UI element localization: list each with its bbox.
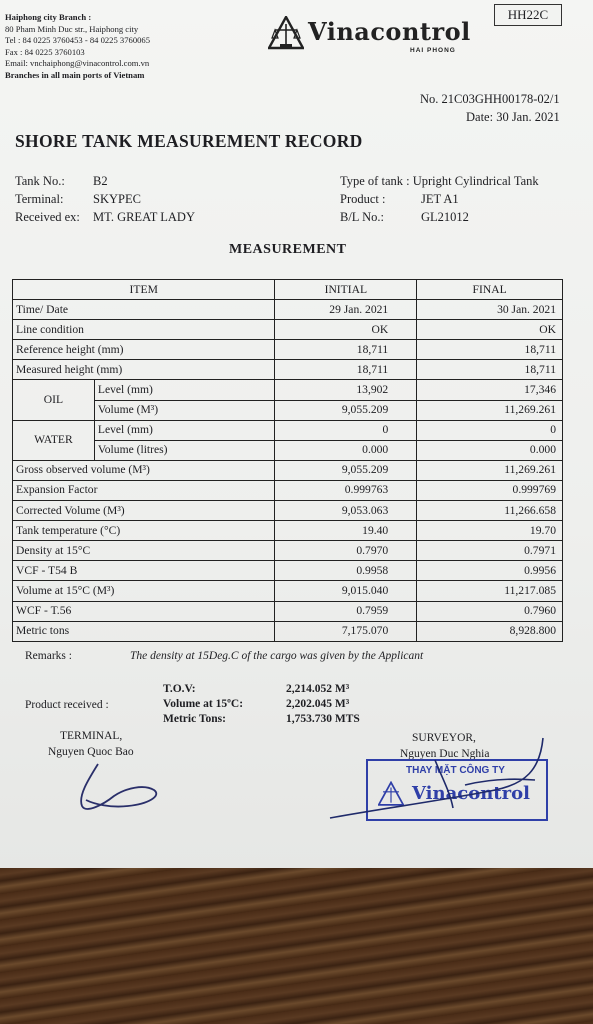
table-row xyxy=(13,521,563,541)
tov-value: 2,214.052 M³ xyxy=(286,683,350,695)
initial-value: 9,015.040 xyxy=(275,581,417,601)
row-label: VCF - T54 B xyxy=(13,561,275,581)
volume-15c-label: Volume at 15ºC: xyxy=(163,698,244,710)
surveyor-name: Nguyen Duc Nghia xyxy=(400,748,490,760)
oil-group-label: OIL xyxy=(13,380,95,420)
initial-value: 29 Jan. 2021 xyxy=(275,300,417,320)
row-label: Gross observed volume (M³) xyxy=(13,460,275,480)
final-value: 0.7971 xyxy=(417,541,563,561)
final-value: 30 Jan. 2021 xyxy=(417,300,563,320)
column-header-final: FINAL xyxy=(417,280,563,300)
table-row xyxy=(13,320,563,340)
final-value: 11,217.085 xyxy=(417,581,563,601)
column-header-item: ITEM xyxy=(13,280,275,300)
stamp-line: THAY MẶT CÔNG TY xyxy=(406,765,505,776)
totals-labels xyxy=(163,682,243,727)
bl-no-label: B/L No.: xyxy=(340,210,384,224)
surveyor-title: SURVEYOR, xyxy=(412,732,476,744)
final-value: OK xyxy=(417,320,563,340)
terminal-title: TERMINAL, xyxy=(60,730,123,742)
final-value: 0 xyxy=(417,420,563,440)
final-value: 11,269.261 xyxy=(417,400,563,420)
table-row xyxy=(13,541,563,561)
water-group-label: WATER xyxy=(13,420,95,460)
initial-value: 0.7959 xyxy=(275,601,417,621)
wooden-table-background xyxy=(0,868,593,1024)
initial-value: 9,055.209 xyxy=(275,460,417,480)
row-label: Density at 15°C xyxy=(13,541,275,561)
volume-15c-value: 2,202.045 M³ xyxy=(286,698,350,710)
branch-line: Fax : 84 0225 3760103 xyxy=(5,46,85,57)
tank-type-label: Type of tank : xyxy=(340,174,410,188)
table-header-row xyxy=(13,280,563,300)
row-label: Level (mm) xyxy=(94,380,275,400)
row-label: Time/ Date xyxy=(13,300,275,320)
tank-no-value: B2 xyxy=(93,174,108,188)
received-ex-value: MT. GREAT LADY xyxy=(93,210,195,224)
terminal-signature xyxy=(70,758,165,818)
initial-value: OK xyxy=(275,320,417,340)
scales-logo-icon xyxy=(268,16,304,50)
page-title: SHORE TANK MEASUREMENT RECORD xyxy=(15,131,363,151)
info-labels-left xyxy=(15,172,80,226)
row-label: Volume (M³) xyxy=(94,400,275,420)
table-row xyxy=(13,440,563,460)
totals-values xyxy=(286,682,360,727)
table-row xyxy=(13,420,563,440)
table-row xyxy=(13,400,563,420)
product-value: JET A1 xyxy=(421,192,459,206)
branch-line: Tel : 84 0225 3760453 - 84 0225 3760065 xyxy=(5,35,151,46)
stamp-brand: Vinacontrol xyxy=(412,783,530,804)
tov-label: T.O.V: xyxy=(163,683,196,695)
measurement-heading: MEASUREMENT xyxy=(229,242,347,257)
metric-tons-value: 1,753.730 MTS xyxy=(286,713,360,725)
product-label: Product : xyxy=(340,192,386,206)
final-value: 8,928.800 xyxy=(417,621,563,641)
table-row xyxy=(13,460,563,480)
row-label: Reference height (mm) xyxy=(13,340,275,360)
column-header-initial: INITIAL xyxy=(275,280,417,300)
table-row xyxy=(13,501,563,521)
initial-value: 18,711 xyxy=(275,360,417,380)
received-ex-label: Received ex: xyxy=(15,210,80,224)
table-row xyxy=(13,601,563,621)
product-received-label: Product received : xyxy=(25,699,109,711)
logo-brand-text: Vinacontrol xyxy=(308,17,471,46)
info-values-left xyxy=(93,172,195,226)
row-label: Level (mm) xyxy=(94,420,275,440)
row-label: Volume at 15°C (M³) xyxy=(13,581,275,601)
final-value: 0.9956 xyxy=(417,561,563,581)
bl-no-value: GL21012 xyxy=(421,210,469,224)
branch-address-block xyxy=(5,12,150,82)
initial-value: 0.7970 xyxy=(275,541,417,561)
table-row xyxy=(13,380,563,400)
initial-value: 13,902 xyxy=(275,380,417,400)
initial-value: 0.000 xyxy=(275,440,417,460)
row-label: Line condition xyxy=(13,320,275,340)
initial-value: 0.999763 xyxy=(275,480,417,500)
table-row xyxy=(13,621,563,641)
row-label: Metric tons xyxy=(13,621,275,641)
row-label: WCF - T.56 xyxy=(13,601,275,621)
document-code-box: HH22C xyxy=(494,4,562,26)
branch-line: Branches in all main ports of Vietnam xyxy=(5,69,145,80)
initial-value: 7,175.070 xyxy=(275,621,417,641)
final-value: 0.000 xyxy=(417,440,563,460)
final-value: 0.7960 xyxy=(417,601,563,621)
final-value: 19.70 xyxy=(417,521,563,541)
branch-line: 80 Pham Minh Duc str., Haiphong city xyxy=(5,23,139,34)
terminal-value: SKYPEC xyxy=(93,192,141,206)
branch-line: Haiphong city Branch : xyxy=(5,12,92,22)
table-row xyxy=(13,340,563,360)
table-row xyxy=(13,561,563,581)
info-values-right xyxy=(421,190,469,226)
logo-sub-text: HAI PHONG xyxy=(410,47,456,54)
document-date: Date: 30 Jan. 2021 xyxy=(466,110,560,124)
initial-value: 19.40 xyxy=(275,521,417,541)
document-number: No. 21C03GHH00178-02/1 xyxy=(420,92,560,106)
metric-tons-label: Metric Tons: xyxy=(163,713,226,725)
table-row xyxy=(13,300,563,320)
measurement-table xyxy=(12,279,563,642)
final-value: 11,269.261 xyxy=(417,460,563,480)
initial-value: 18,711 xyxy=(275,340,417,360)
table-row xyxy=(13,360,563,380)
final-value: 17,346 xyxy=(417,380,563,400)
table-row xyxy=(13,480,563,500)
remarks-text: The density at 15Deg.C of the cargo was given by the Applicant xyxy=(130,650,424,662)
terminal-signature-block xyxy=(48,728,134,760)
branch-line: Email: vnchaiphong@vinacontrol.com.vn xyxy=(5,58,150,69)
surveyor-signature xyxy=(325,730,575,825)
final-value: 0.999769 xyxy=(417,480,563,500)
initial-value: 0 xyxy=(275,420,417,440)
final-value: 11,266.658 xyxy=(417,501,563,521)
tank-no-label: Tank No.: xyxy=(15,174,65,188)
final-value: 18,711 xyxy=(417,340,563,360)
tank-type-value: Upright Cylindrical Tank xyxy=(412,174,539,188)
row-label: Volume (litres) xyxy=(94,440,275,460)
final-value: 18,711 xyxy=(417,360,563,380)
row-label: Corrected Volume (M³) xyxy=(13,501,275,521)
terminal-label: Terminal: xyxy=(15,192,64,206)
table-row xyxy=(13,581,563,601)
terminal-name: Nguyen Quoc Bao xyxy=(48,746,134,758)
initial-value: 9,053.063 xyxy=(275,501,417,521)
row-label: Measured height (mm) xyxy=(13,360,275,380)
row-label: Expansion Factor xyxy=(13,480,275,500)
initial-value: 0.9958 xyxy=(275,561,417,581)
row-label: Tank temperature (°C) xyxy=(13,521,275,541)
remarks-label: Remarks : xyxy=(25,650,72,662)
initial-value: 9,055.209 xyxy=(275,400,417,420)
